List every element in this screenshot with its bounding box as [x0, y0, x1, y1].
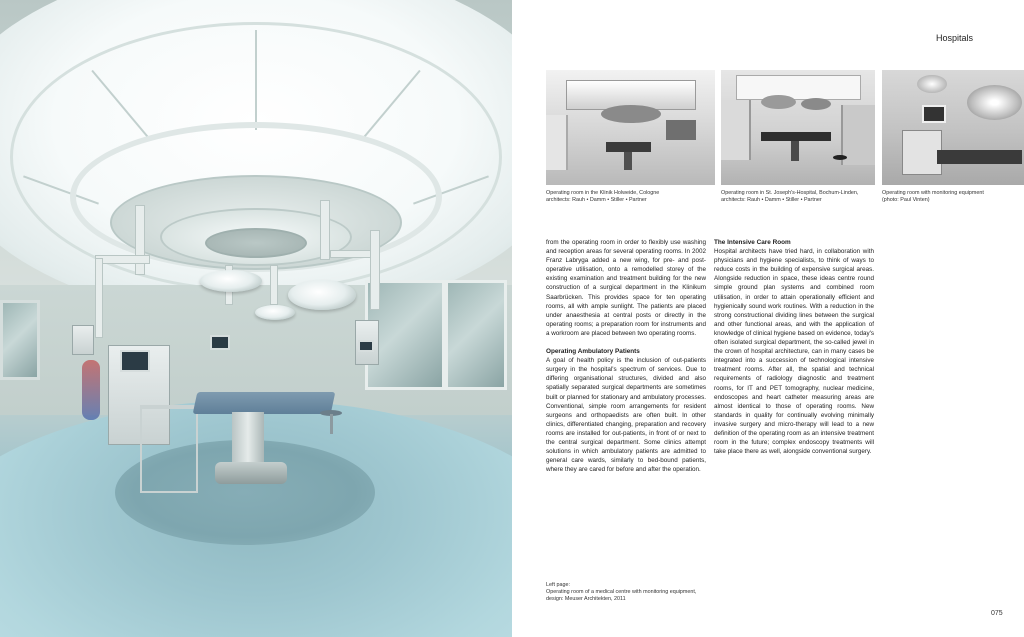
wall	[546, 115, 568, 170]
caption-text: Operating room with monitoring equipment	[882, 190, 984, 196]
figure-caption-1	[546, 190, 716, 204]
body-paragraph: A goal of health policy is the inclusion of out-patients surgery in the hospital's spectrum of services. Due to differing organisational structures, divided and also spatially separated surgical departments are sometimes built or planned for stationary and ambulatory processes. Conventional, simple room arrangements for resident surgeons and orthopaedists are often built. In other clinics, differentiated changing, preparation and recovery rooms are installed for out-patients, in front of or next to the central surgical department. Some clinics attempt solutions in which ambulatory patients are admitted to general care wards, similarly to bed-bound patients, where they are cared for before and after the operation.	[546, 357, 706, 474]
anaesthesia-screen	[120, 350, 150, 372]
figure-photo-3	[882, 70, 1024, 185]
glass-panel	[445, 280, 507, 390]
stool-leg	[330, 414, 333, 434]
operating-table-base	[215, 462, 287, 484]
hoses	[82, 360, 100, 420]
caption-text: Operating room in the Klinik Holweide, Cologne	[546, 190, 660, 196]
section-heading: Operating Ambulatory Patients	[546, 348, 640, 356]
lamp	[967, 85, 1022, 120]
cabinet	[721, 100, 751, 160]
pendant-arm	[320, 200, 330, 260]
wall-panel	[0, 300, 40, 380]
instrument-trolley	[140, 405, 198, 493]
page-number: 075	[991, 610, 1003, 617]
pendant-arm	[95, 258, 103, 338]
figure-photo-2	[721, 70, 875, 185]
table	[606, 142, 651, 152]
running-head: Hospitals	[936, 33, 974, 43]
caption-credit: (photo: Paul Vinten)	[882, 197, 930, 203]
operating-table-column	[232, 412, 264, 467]
caption-text: Operating room in St. Joseph's-Hospital, Bochum-Linden,	[721, 190, 859, 196]
figure-caption-3	[882, 190, 1024, 204]
ceiling-ring-center	[205, 228, 307, 258]
pendant-arm	[370, 230, 380, 310]
surgical-lamp	[255, 305, 295, 320]
wall-monitor	[72, 325, 94, 355]
body-column-2	[714, 238, 874, 456]
caption-label: Left page:	[546, 582, 570, 588]
ceiling-field	[736, 75, 861, 100]
lamp	[801, 98, 831, 110]
caption-text: Operating room of a medical centre with monitoring equipment,	[546, 589, 697, 595]
section-heading: The Intensive Care Room	[714, 239, 791, 246]
table-base	[624, 152, 632, 170]
caption-credit: design: Meuser Architekten, 2011	[546, 596, 626, 602]
lamp	[917, 75, 947, 93]
table-base	[791, 141, 799, 161]
monitor-screen	[358, 340, 374, 352]
surgical-lamp	[200, 270, 262, 292]
ceiling-spoke	[255, 30, 257, 130]
monitor	[922, 105, 946, 123]
body-column-1	[546, 238, 706, 474]
lamp	[601, 105, 661, 123]
table	[761, 132, 831, 141]
pendant-arm	[135, 205, 145, 275]
window	[666, 120, 696, 140]
monitor-screen	[210, 335, 230, 350]
pendant-arm	[270, 265, 278, 305]
left-page-caption	[546, 582, 746, 603]
stool	[833, 155, 847, 160]
lamp	[761, 95, 796, 109]
operating-table	[193, 392, 336, 414]
body-paragraph: from the operating room in order to flexibly use washing and reception areas for several operating rooms. In 2002 Franz Labryga added a new wing, for pre- and post-operative utilisation, onto a remodelled storey of the existing examination and treatment building for the new construction of a surgical department in the Klinikum Saarbrücken. This provides space for ten operating rooms, all with ample sunlight. The patients are placed under anaesthesia at central posts or directly in the operating rooms; a preparation room for instruments and a workroom are placed between two operating rooms.	[546, 239, 706, 337]
figure-caption-2	[721, 190, 881, 204]
figure-photo-1	[546, 70, 715, 185]
anaesthesia-unit	[902, 130, 942, 175]
body-paragraph: Hospital architects have tried hard, in collaboration with physicians and hygiene specialists, to think of ways to reduce costs in the building of expensive surgical areas. Alongside reduction in space, these ideas centre round simple ground plan systems and combined room utilisation, in order to attain operationally efficient and hygienically sound work routines. With a reduction in the strong constructional dividing lines between the surgical and other functional areas, and with the application of knowledge of clinical hygiene based on evidence, today's often isolated surgical department, the so-called jewel in the crown of hospital architecture, can in many cases be integrated into a succession of technological intensive treatment rooms. After all, the spatial and technical requirements of radiology diagnostic and treatment rooms, for IT and PET tomography, nuclear medicine, endoscopes and heart catheter measuring areas are almost identical to those of operating rooms. New standards in quality for continually evolving minimally invasive surgery and micro-therapy will lead to a new definition of the operating room as an intensive treatment room in the future; complex endoscopy treatments will take place there as well, alongside conventional surgery.	[714, 248, 874, 456]
pendant-arm	[95, 255, 150, 264]
table	[937, 150, 1022, 164]
caption-credit: architects: Rauh • Damm • Stiller • Partner	[546, 197, 647, 203]
caption-credit: architects: Rauh • Damm • Stiller • Partner	[721, 197, 822, 203]
surgical-lamp	[288, 280, 356, 310]
